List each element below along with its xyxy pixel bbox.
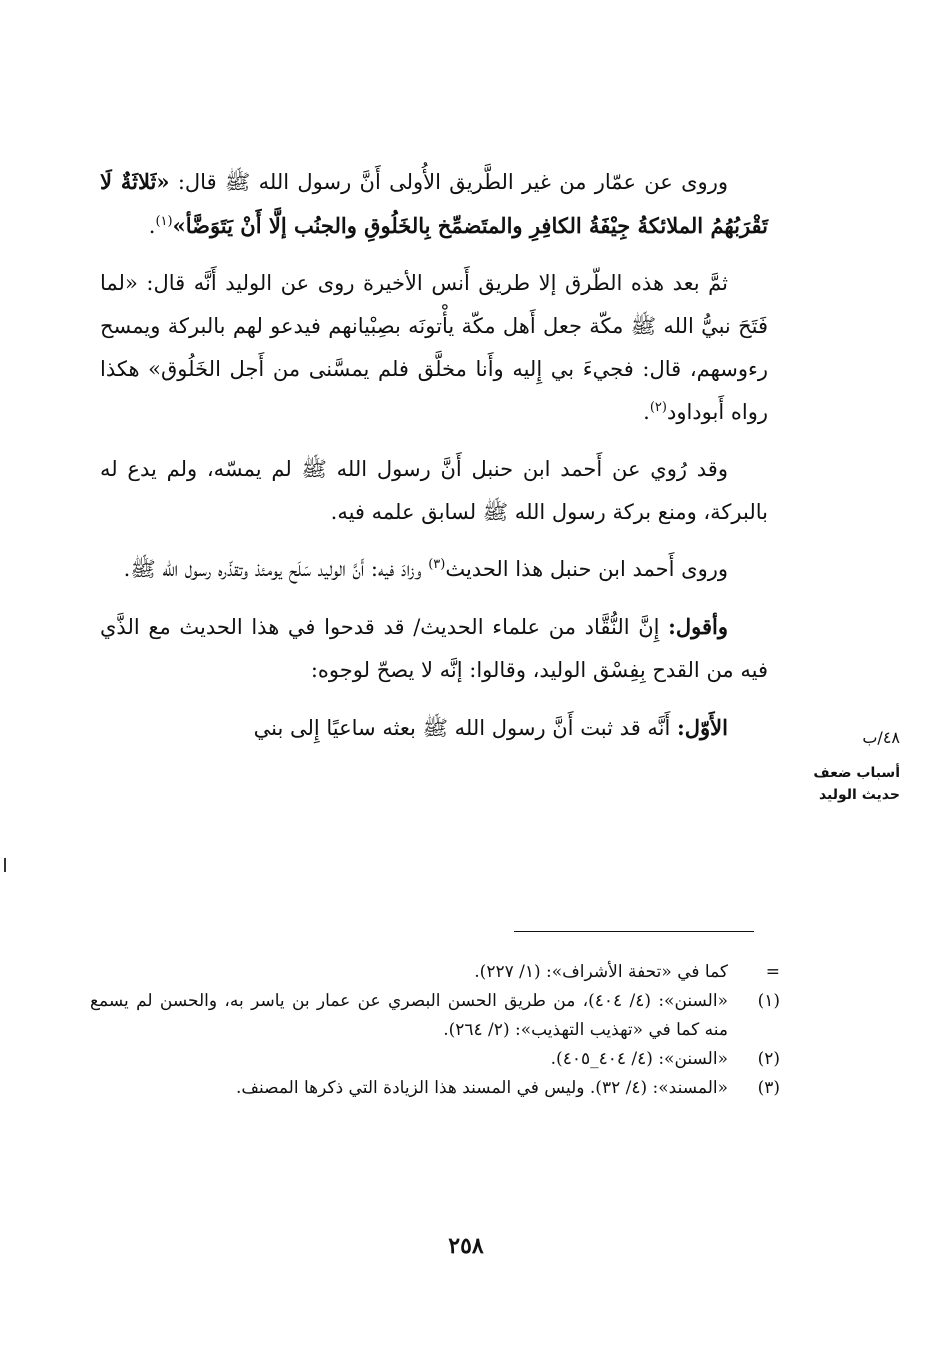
paragraph-2 bbox=[100, 262, 768, 434]
footnote-text: «السنن»: (٤/ ٤٠٤_٤٠٥). bbox=[550, 1049, 728, 1069]
paragraph-1 bbox=[100, 160, 768, 248]
footnote-item bbox=[90, 987, 780, 1045]
paragraph-6-lead: الأَوّل: bbox=[677, 715, 728, 740]
footnote-item bbox=[90, 1045, 780, 1074]
paragraph-5-text: إِنَّ النُّقَّاد من علماء الحديث/ قد قدحوا في هذا الحديث مع الذَّي فيه من القدح بِفِسْق الوليد، وقالوا: إنَّه لا يصحّ لوجوه: bbox=[100, 615, 768, 682]
footnote-text: كما في «تحفة الأشراف»: (١/ ٢٢٧). bbox=[474, 962, 728, 982]
scan-edge-mark bbox=[4, 858, 6, 872]
footnote-ref-1[interactable]: (١) bbox=[155, 214, 173, 229]
paragraph-1-end: . bbox=[148, 214, 156, 238]
paragraph-1-text: وروى عن عمّار من غير الطَّريق الأُولى أَنَّ رسول الله ﷺ قال: bbox=[169, 170, 728, 194]
footnote-ref-3[interactable]: (٣) bbox=[428, 557, 446, 572]
paragraph-5-lead: وأقول: bbox=[668, 614, 728, 639]
footnote-marker: (٣) bbox=[757, 1078, 780, 1098]
page-number: ٢٥٨ bbox=[448, 1233, 484, 1259]
manuscript-folio-marker: ٤٨/ب bbox=[862, 728, 900, 747]
footnote-marker: = bbox=[765, 962, 780, 982]
footnotes-block bbox=[90, 958, 780, 1103]
footnote-item bbox=[90, 1074, 780, 1103]
paragraph-4 bbox=[100, 548, 768, 591]
hadith-quote: «ثَلاثَةٌ لَا تَقْرَبُهُمُ الملائكةُ جِيْفَةُ الكافِرِ والمتَضمِّخ بِالخَلُوقِ والجنُب إلَّا أَنْ يَتَوَضَّأ» bbox=[100, 169, 768, 238]
paragraph-2-text: ثمَّ بعد هذه الطّرق إلا طريق أَنس الأخيرة روى عن الوليد أَنَّه قال: «لما فَتَحَ نبيُّ الله ﷺ مكّة جعل أَهل مكّة يأْتونَه بصِبْيانهم فيدعو لهم بالبركة ويمسح رءوسهم، قال: فجيءَ بي إِليه وأَنا مخلَّق فلم يمسَّنى من أَجل الخَلُوق» هكذا رواه أَبوداود bbox=[100, 271, 768, 424]
paragraph-3 bbox=[100, 448, 768, 534]
main-text-block bbox=[100, 160, 768, 764]
paragraph-5 bbox=[100, 605, 768, 692]
paragraph-6-text: أَنَّه قد ثبت أَنَّ رسول الله ﷺ بعثه ساعيًا إِلى بني bbox=[253, 716, 678, 740]
paragraph-4-text-b: وزادَ فيه: أَنَّ الوليد سَلَح يومئذ وتقذّره رسول الله ﷺ. bbox=[123, 557, 429, 581]
footnote-ref-2[interactable]: (٢) bbox=[649, 400, 667, 415]
footnote-separator bbox=[514, 931, 754, 932]
paragraph-6 bbox=[100, 706, 768, 750]
margin-side-title: أسباب ضعف حديث الوليد bbox=[813, 765, 900, 803]
paragraph-3-text: وقد رُوي عن أَحمد ابن حنبل أَنَّ رسول الله ﷺ لم يمسّه، ولم يدع له بالبركة، ومنع بركة رسول الله ﷺ لسابق علمه فيه. bbox=[100, 457, 768, 524]
paragraph-4-text-a: وروى أَحمد ابن حنبل هذا الحديث bbox=[445, 557, 728, 581]
paragraph-2-end: . bbox=[643, 400, 650, 424]
footnote-text: «المسند»: (٤/ ٣٢). وليس في المسند هذا الزيادة التي ذكرها المصنف. bbox=[235, 1078, 728, 1098]
footnote-marker: (١) bbox=[757, 991, 780, 1011]
footnote-item bbox=[90, 958, 780, 987]
footnote-text: «السنن»: (٤/ ٤٠٤)، من طريق الحسن البصري عن عمار بن ياسر به، والحسن لم يسمع منه كما في «تهذيب التهذيب»: (٢/ ٢٦٤). bbox=[90, 991, 728, 1040]
footnote-marker: (٢) bbox=[757, 1049, 780, 1069]
